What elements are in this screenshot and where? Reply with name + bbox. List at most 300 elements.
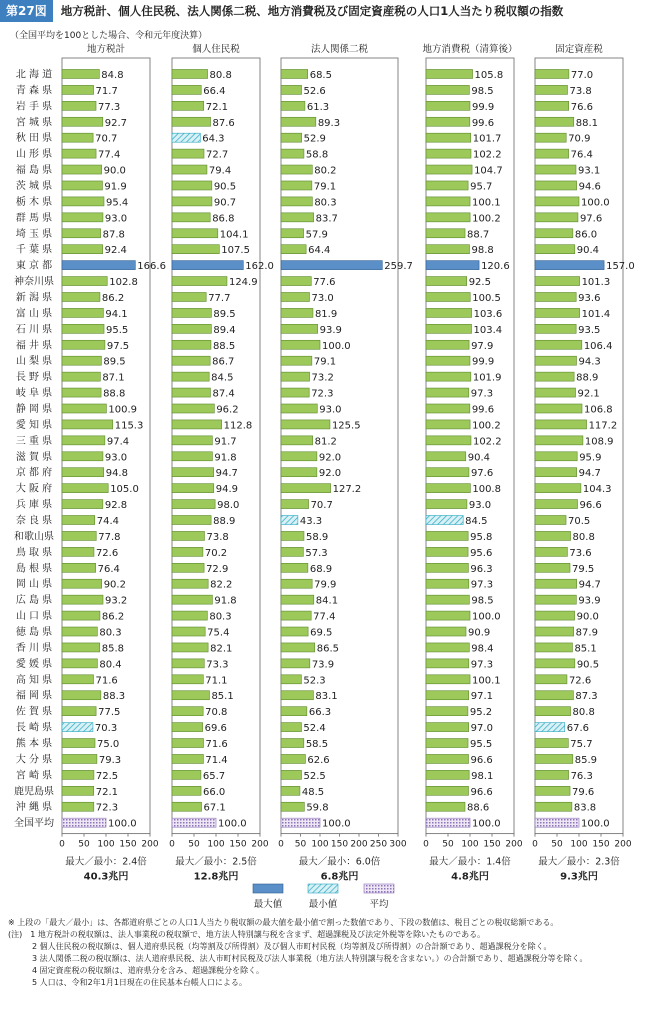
bar (172, 516, 211, 525)
data-label: 76.6 (570, 101, 593, 113)
data-label: 59.8 (306, 802, 329, 814)
bar (281, 436, 313, 445)
bar (426, 436, 471, 445)
bar-max (172, 261, 243, 270)
data-label: 98.4 (471, 643, 494, 655)
bar (426, 101, 470, 110)
bar (281, 675, 301, 684)
bar-min (426, 516, 463, 525)
bar (426, 500, 467, 509)
category-label: 鳥 取 県 (15, 547, 53, 559)
bar (172, 611, 207, 620)
data-label: 88.3 (102, 691, 126, 703)
bar (62, 754, 97, 763)
legend-label-min: 最小値 (308, 899, 338, 910)
data-label: 71.4 (205, 754, 228, 766)
data-label: 64.3 (202, 133, 225, 145)
data-label: 99.9 (471, 101, 495, 113)
bar (281, 691, 313, 700)
bar (535, 579, 577, 588)
data-label: 85.8 (101, 643, 125, 655)
bar (426, 292, 470, 301)
data-label: 90.4 (576, 245, 600, 257)
bar (281, 595, 314, 604)
category-label: 大 分 県 (15, 754, 53, 766)
bar (535, 659, 575, 668)
data-label: 93.9 (578, 595, 601, 607)
data-label: 97.4 (106, 436, 130, 448)
bar (172, 707, 203, 716)
data-label: 76.3 (570, 770, 593, 782)
x-tick-label: 50 (294, 839, 307, 850)
data-label: 80.3 (314, 197, 337, 209)
bar (62, 786, 94, 795)
data-label: 52.5 (303, 770, 326, 782)
category-label: 栃 木 県 (15, 196, 53, 208)
data-label: 85.9 (574, 754, 598, 766)
data-label: 62.6 (307, 754, 330, 766)
category-label: 青 森 県 (15, 85, 53, 97)
data-label: 100.0 (472, 818, 501, 830)
note-key: 5 (8, 978, 40, 987)
data-label: 102.2 (472, 149, 502, 161)
bar (62, 308, 103, 317)
data-label: 73.2 (311, 372, 334, 384)
bar (426, 547, 468, 556)
category-label: 広 島 県 (15, 595, 53, 607)
data-label: 92.0 (318, 468, 342, 480)
bar (426, 723, 469, 732)
data-label: 58.9 (305, 531, 329, 543)
data-label: 98.5 (471, 85, 494, 97)
data-label: 66.4 (203, 85, 226, 97)
data-label: 72.3 (95, 802, 119, 814)
data-label: 96.6 (470, 754, 493, 766)
data-label: 96.2 (216, 404, 239, 416)
data-label: 77.8 (98, 531, 121, 543)
bar (281, 213, 314, 222)
note-text: 上段の「最大／最小」は、各都道府県ごとの人口1人当たり税収額の最大値を最小値で割った数値であり、下段の数値は、税目ごとの税収総額である。 (17, 918, 559, 927)
bar (535, 149, 569, 158)
data-label: 108.9 (584, 436, 614, 448)
data-label: 100.0 (581, 818, 610, 830)
bar (281, 117, 316, 126)
bar (172, 754, 203, 763)
x-tick-label: 250 (369, 839, 388, 850)
category-label: 山 形 県 (15, 149, 53, 161)
bar (281, 468, 317, 477)
bar (172, 292, 206, 301)
bar (62, 181, 102, 190)
bar (172, 659, 204, 668)
bar (281, 356, 312, 365)
bar (535, 802, 572, 811)
data-label: 80.8 (209, 69, 232, 81)
data-label: 80.2 (314, 165, 337, 177)
bar (535, 388, 576, 397)
chart-layer (14, 43, 635, 910)
series-header: 固定資産税 (555, 44, 603, 55)
category-label: 岐 阜 県 (15, 388, 53, 400)
data-label: 100.2 (472, 420, 501, 432)
legend-swatch-avg (364, 884, 394, 893)
data-label: 72.9 (206, 563, 229, 575)
data-label: 100.0 (218, 818, 247, 830)
bar (426, 197, 470, 206)
bar (535, 292, 576, 301)
x-tick-label: 200 (350, 839, 368, 850)
data-label: 84.5 (211, 372, 234, 384)
bar (62, 149, 96, 158)
data-label: 124.9 (228, 277, 258, 289)
bar (62, 802, 94, 811)
bar (426, 356, 470, 365)
bar-max (426, 261, 479, 270)
data-label: 88.9 (213, 516, 236, 528)
series-header: 法人関係二税 (310, 44, 369, 55)
data-label: 73.0 (311, 292, 334, 304)
bar (172, 404, 214, 413)
bar (172, 69, 208, 78)
category-label: 千 葉 県 (15, 244, 53, 256)
data-label: 100.1 (472, 197, 501, 209)
data-label: 73.6 (569, 547, 592, 559)
data-label: 87.9 (575, 627, 598, 639)
bar (172, 484, 214, 493)
data-label: 79.5 (571, 563, 595, 575)
data-label: 100.9 (108, 404, 138, 416)
data-label: 79.9 (314, 579, 337, 591)
legend-swatch-max (253, 884, 283, 893)
category-label: 福 井 県 (15, 340, 53, 352)
total-label: 4.8兆円 (451, 871, 489, 883)
x-tick-label: 100 (461, 839, 479, 850)
bar (62, 643, 100, 652)
bar (62, 659, 97, 668)
bar (281, 547, 303, 556)
bar (281, 531, 304, 540)
bar (535, 547, 567, 556)
bar (62, 420, 113, 429)
note-text: 人口は、令和2年1月1日現在の住民基本台帳人口による。 (39, 978, 247, 987)
bar (426, 739, 468, 748)
data-label: 92.5 (468, 277, 491, 289)
bar (535, 101, 569, 110)
category-label: 埼 玉 県 (15, 228, 53, 240)
category-label: 長 崎 県 (15, 722, 53, 734)
bar (62, 595, 103, 604)
bar (426, 69, 473, 78)
bar-min (281, 516, 298, 525)
x-tick-label: 50 (188, 839, 200, 850)
bar (62, 627, 97, 636)
data-label: 101.7 (472, 133, 502, 145)
bar (281, 452, 317, 461)
x-tick-label: 300 (389, 839, 407, 850)
bar (281, 659, 310, 668)
category-label: 兵 庫 県 (15, 499, 53, 511)
bar (535, 691, 573, 700)
bar (172, 213, 210, 222)
bar (535, 372, 574, 381)
data-label: 99.9 (471, 356, 495, 368)
bar (426, 324, 471, 333)
x-tick-label: 50 (78, 839, 90, 850)
category-label: 北 海 道 (15, 69, 53, 81)
bar (281, 579, 312, 588)
bar (426, 372, 471, 381)
bar (62, 707, 96, 716)
ratio-label: 最大／最小：2.5倍 (175, 856, 257, 868)
bar (62, 388, 101, 397)
bar-min (62, 723, 93, 732)
data-label: 84.1 (315, 595, 339, 607)
bar (62, 611, 100, 620)
bar (281, 197, 312, 206)
data-label: 80.4 (99, 659, 122, 671)
data-label: 112.8 (223, 420, 253, 432)
data-label: 97.0 (470, 723, 493, 735)
data-label: 70.5 (568, 516, 591, 528)
data-label: 71.6 (95, 675, 118, 687)
data-label: 73.9 (311, 659, 335, 671)
category-label: 東 京 都 (15, 260, 53, 272)
bar (281, 165, 312, 174)
data-label: 102.2 (472, 436, 502, 448)
data-label: 90.9 (467, 627, 491, 639)
data-label: 90.4 (467, 452, 491, 464)
note-key: 2 (8, 942, 40, 951)
bar (535, 436, 583, 445)
data-label: 98.1 (471, 770, 494, 782)
bar (426, 611, 470, 620)
bar (62, 69, 99, 78)
bar (62, 117, 103, 126)
note-row (8, 929, 642, 941)
bar (62, 101, 96, 110)
data-label: 81.2 (314, 436, 337, 448)
data-label: 105.8 (474, 69, 504, 81)
data-label: 65.7 (202, 770, 226, 782)
data-label: 70.9 (568, 133, 591, 145)
data-label: 95.4 (105, 197, 129, 209)
bar (535, 181, 577, 190)
data-label: 97.3 (470, 388, 494, 400)
data-label: 95.7 (470, 181, 493, 193)
data-label: 85.1 (574, 643, 597, 655)
category-label: 高 知 県 (15, 674, 53, 686)
bar (281, 69, 308, 78)
category-label: 佐 賀 県 (15, 706, 53, 718)
data-label: 80.8 (572, 707, 595, 719)
data-label: 79.4 (208, 165, 232, 177)
data-label: 87.3 (575, 691, 598, 703)
data-label: 67.1 (203, 802, 226, 814)
bar (62, 579, 102, 588)
data-label: 75.0 (97, 739, 120, 751)
bar (62, 245, 103, 254)
bar (535, 197, 579, 206)
data-label: 87.6 (212, 117, 235, 129)
data-label: 80.8 (572, 531, 595, 543)
category-label: 和歌山県 (14, 531, 54, 543)
data-label: 100.0 (322, 340, 351, 352)
category-label: 富 山 県 (15, 308, 53, 320)
bar (172, 786, 201, 795)
bar (62, 133, 93, 142)
bar (426, 340, 469, 349)
data-label: 101.3 (581, 277, 611, 289)
data-label: 92.7 (104, 117, 128, 129)
data-label: 83.1 (315, 691, 338, 703)
category-label: 宮 崎 県 (15, 770, 53, 782)
data-label: 57.9 (305, 229, 328, 241)
data-label: 79.1 (313, 181, 337, 193)
note-key: (注) 1 (8, 930, 38, 939)
category-label: 群 馬 県 (15, 212, 53, 224)
bar-average (62, 818, 106, 827)
bar (535, 452, 577, 461)
bar (535, 133, 566, 142)
bar (62, 739, 95, 748)
bar (62, 547, 94, 556)
data-label: 88.9 (576, 372, 599, 384)
bar (426, 802, 465, 811)
bar (281, 770, 301, 779)
category-label: 奈 良 県 (15, 515, 53, 527)
data-label: 89.3 (317, 117, 341, 129)
panel-frame (281, 58, 398, 834)
data-label: 98.0 (217, 500, 240, 512)
data-label: 82.1 (210, 643, 233, 655)
category-label: 福 島 県 (15, 165, 53, 177)
bar (62, 531, 96, 540)
data-label: 68.9 (309, 563, 333, 575)
data-label: 77.6 (313, 277, 336, 289)
data-label: 93.6 (578, 292, 601, 304)
bar (535, 165, 576, 174)
data-label: 100.5 (472, 292, 501, 304)
data-label: 92.4 (104, 245, 127, 257)
bar (426, 404, 470, 413)
data-label: 68.5 (309, 69, 332, 81)
bar (426, 308, 472, 317)
data-label: 127.2 (332, 484, 362, 496)
data-label: 90.5 (213, 181, 237, 193)
bar (426, 754, 469, 763)
bar (172, 739, 204, 748)
category-label: 島 根 県 (15, 563, 53, 575)
data-label: 86.5 (316, 643, 340, 655)
bar (62, 165, 102, 174)
bar (62, 691, 101, 700)
legend-label-avg: 平均 (369, 899, 389, 910)
x-tick-label: 150 (330, 839, 349, 850)
data-label: 94.7 (578, 468, 601, 480)
data-label: 73.3 (206, 659, 229, 671)
bar (535, 739, 568, 748)
data-label: 95.5 (470, 739, 493, 751)
data-label: 96.6 (470, 786, 493, 798)
bar (281, 420, 330, 429)
x-tick-label: 100 (97, 839, 115, 850)
bar (535, 484, 581, 493)
data-label: 94.7 (215, 468, 238, 480)
data-label: 80.3 (209, 611, 232, 623)
data-label: 58.8 (305, 149, 329, 161)
bar (172, 531, 204, 540)
data-label: 166.6 (137, 261, 166, 273)
bar (62, 197, 104, 206)
x-tick-label: 50 (551, 839, 563, 850)
data-label: 67.6 (566, 723, 590, 735)
data-label: 125.5 (331, 420, 361, 432)
category-label: 新 潟 県 (15, 292, 53, 304)
data-label: 72.5 (95, 770, 119, 782)
data-label: 77.0 (570, 69, 594, 81)
bar (426, 245, 469, 254)
category-label: 鹿児島県 (14, 786, 54, 798)
bar (62, 563, 96, 572)
x-tick-label: 0 (169, 839, 175, 850)
x-tick-label: 200 (614, 839, 632, 850)
bar (426, 149, 471, 158)
bar (281, 739, 304, 748)
data-label: 87.8 (102, 229, 125, 241)
data-label: 84.5 (465, 516, 488, 528)
bar (62, 468, 104, 477)
data-label: 96.3 (470, 563, 493, 575)
x-tick-label: 150 (483, 839, 501, 850)
figure-title: 地方税計、個人住民税、法人関係二税、地方消費税及び固定資産税の人口1人当たり税収額の指数 (60, 4, 564, 18)
data-label: 94.1 (105, 308, 128, 320)
bar (62, 372, 100, 381)
data-label: 97.3 (470, 579, 494, 591)
data-label: 80.3 (99, 627, 122, 639)
bar (281, 133, 302, 142)
data-label: 72.1 (95, 786, 118, 798)
total-label: 40.3兆円 (83, 871, 129, 883)
data-label: 72.3 (311, 388, 334, 400)
bar (281, 340, 320, 349)
data-label: 66.3 (308, 707, 332, 719)
x-tick-label: 0 (532, 839, 538, 850)
data-label: 86.8 (212, 213, 235, 225)
bar (281, 388, 309, 397)
data-label: 97.1 (470, 691, 493, 703)
total-label: 6.8兆円 (320, 871, 359, 883)
data-label: 90.0 (576, 611, 599, 623)
bar (172, 245, 219, 254)
bar (172, 340, 211, 349)
bar (172, 229, 218, 238)
bar (281, 245, 306, 254)
data-label: 83.7 (315, 213, 338, 225)
bar-average (426, 818, 470, 827)
bar (426, 531, 468, 540)
bar (535, 117, 574, 126)
category-label: 徳 島 県 (15, 627, 53, 639)
category-label: 秋 田 県 (15, 133, 53, 145)
category-label: 山 口 県 (15, 611, 53, 623)
data-label: 75.7 (570, 739, 593, 751)
x-tick-label: 0 (278, 839, 284, 850)
x-tick-label: 100 (570, 839, 588, 850)
data-label: 69.6 (204, 723, 227, 735)
data-label: 85.1 (211, 691, 234, 703)
category-label: 神奈川県 (14, 276, 54, 288)
data-label: 259.7 (384, 261, 413, 273)
